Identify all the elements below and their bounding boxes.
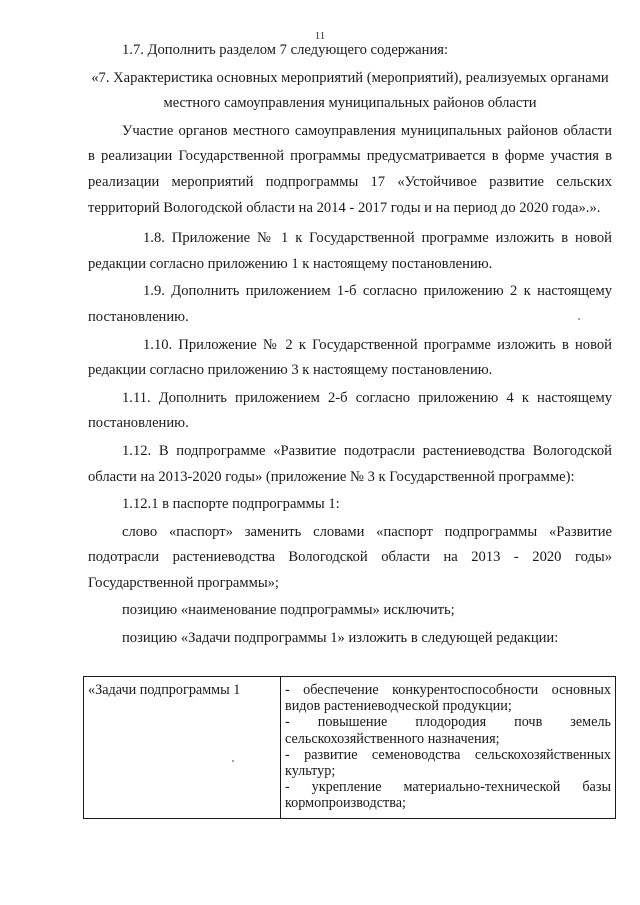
paragraph-1-9: 1.9. Дополнить приложением 1-б согласно приложению 2 к настоящему постановлению. bbox=[88, 283, 612, 325]
task-item-1: - обеспечение конкурентоспособности основных видов растениеводческой продукции; bbox=[285, 682, 611, 715]
scan-speck bbox=[232, 760, 234, 762]
paragraph-1-12-1: 1.12.1 в паспорте подпрограммы 1: bbox=[122, 496, 340, 513]
tasks-table bbox=[83, 676, 616, 819]
task-item-2: - повышение плодородия почв земель сельскохозяйственного назначения; bbox=[285, 714, 611, 747]
task-item-4: - укрепление материально-технической базы кормопроизводства; bbox=[285, 779, 611, 812]
section-7-heading: «7. Характеристика основных мероприятий (мероприятий), реализуемых органами местного самоуправления муниципальных районов области bbox=[91, 69, 609, 112]
paragraph-participation: Участие органов местного самоуправления муниципальных районов области в реализации Государственной программы предусматривается в форме участия в реализации мероприятий подпрограммы 17 «Устойчивое развитие сельских территорий Вологодской области на 2014 - 2017 годы и на период до 2020 года».». bbox=[88, 122, 612, 216]
paragraph-1-8: 1.8. Приложение № 1 к Государственной программе изложить в новой редакции согласно приложению 1 к настоящему постановлению. bbox=[88, 230, 612, 272]
tasks-items-cell bbox=[281, 677, 616, 819]
paragraph-1-10: 1.10. Приложение № 2 к Государственной программе изложить в новой редакции согласно приложению 3 к настоящему постановлению. bbox=[88, 336, 612, 379]
paragraph-tasks-position: позицию «Задачи подпрограммы 1» изложить в следующей редакции: bbox=[122, 630, 559, 647]
paragraph-1-11: 1.11. Дополнить приложением 2-б согласно приложению 4 к настоящему постановлению. bbox=[88, 389, 612, 432]
paragraph-passport-word: слово «паспорт» заменить словами «паспорт подпрограммы «Развитие подотрасли растениеводства Вологодской области на 2013 - 2020 годы» Государственной программы»; bbox=[88, 523, 612, 591]
tasks-label-cell: «Задачи подпрограммы 1 bbox=[84, 677, 281, 819]
task-item-3: - развитие семеноводства сельскохозяйственных культур; bbox=[285, 746, 611, 780]
scan-speck bbox=[578, 318, 580, 320]
paragraph-1-7: 1.7. Дополнить разделом 7 следующего содержания: bbox=[122, 42, 449, 58]
page-number: 11 bbox=[314, 30, 326, 42]
paragraph-1-12: 1.12. В подпрограмме «Развитие подотрасли растениеводства Вологодской области на 2013-2020 годы» (приложение № 3 к Государственной программе): bbox=[88, 442, 612, 485]
table-row bbox=[84, 677, 616, 819]
paragraph-remove-name: позицию «наименование подпрограммы» исключить; bbox=[122, 602, 455, 619]
document-body bbox=[88, 38, 612, 652]
